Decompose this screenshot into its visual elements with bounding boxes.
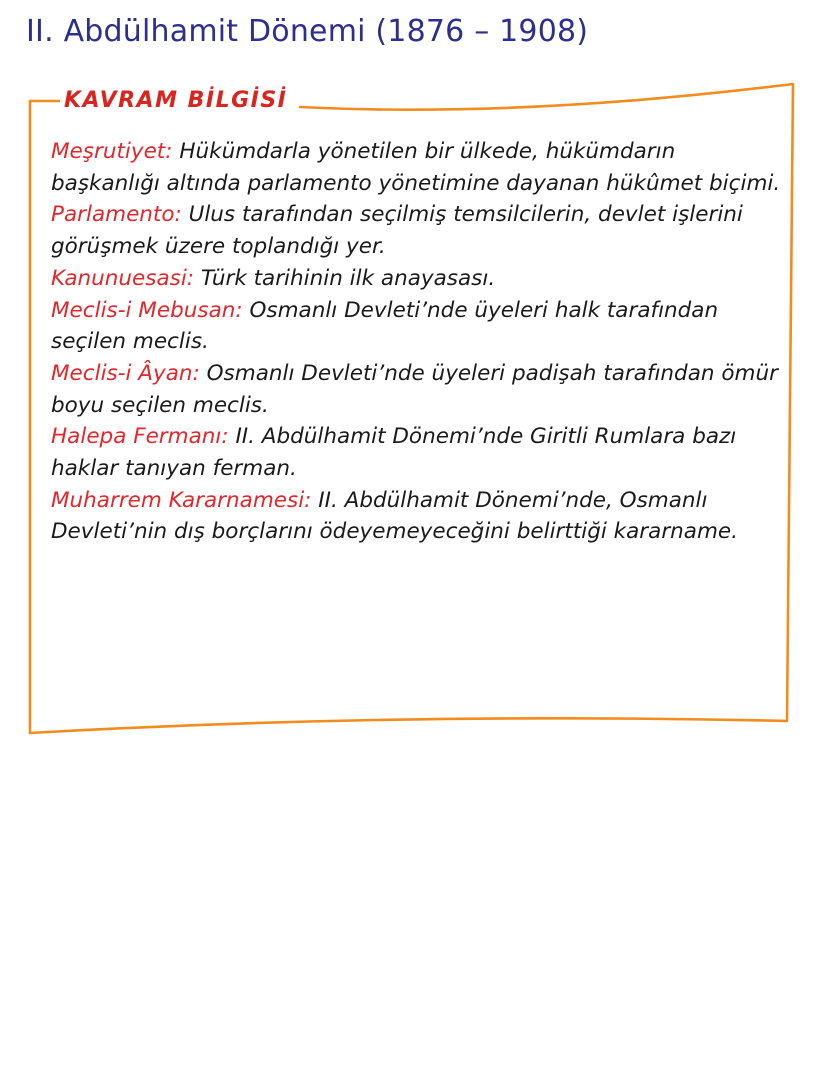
- definition-term: Meclis-i Mebusan:: [51, 297, 243, 323]
- definition-text: Osmanlı Devleti’nde üyeleri padişah tarafından ömür boyu seçilen meclis.: [51, 360, 778, 418]
- definition-term: Kanunuesasi:: [51, 265, 195, 291]
- definition-list: [51, 136, 786, 548]
- definition-kanunuesasi: [51, 263, 786, 295]
- concept-box-heading: KAVRAM BİLGİSİ: [60, 88, 293, 113]
- definition-term: Meclis-i Âyan:: [51, 360, 200, 386]
- definition-text: Hükümdarla yönetilen bir ülkede, hükümdarın başkanlığı altında parlamento yönetimine dayanan hükûmet biçimi.: [51, 139, 781, 196]
- definition-halepa-fermani: [51, 421, 786, 484]
- definition-meclis-i-mebusan: [51, 295, 786, 358]
- definition-text: Ulus tarafından seçilmiş temsilcilerin, devlet işlerini görüşmek üzere toplandığı yer.: [51, 202, 743, 260]
- definition-text: II. Abdülhamit Dönemi’nde Giritli Rumlara bazı haklar tanıyan ferman.: [51, 424, 737, 482]
- page-title: II. Abdülhamit Dönemi (1876 – 1908): [26, 14, 589, 49]
- definition-text: II. Abdülhamit Dönemi’nde, Osmanlı Devleti’nin dış borçlarını ödeyemeyeceğini belirttiği kararname.: [51, 487, 738, 545]
- definition-parlamento: [51, 199, 786, 262]
- definition-mesrutiyet: [51, 136, 786, 199]
- definition-term: Muharrem Kararnamesi:: [51, 487, 312, 513]
- definition-text: Osmanlı Devleti’nde üyeleri halk tarafından seçilen meclis.: [51, 297, 719, 355]
- definition-meclis-i-ayan: [51, 358, 786, 421]
- definition-term: Meşrutiyet:: [51, 139, 173, 164]
- definition-text: Türk tarihinin ilk anayasası.: [194, 265, 496, 291]
- definition-muharrem-kararnamesi: [51, 485, 786, 548]
- definition-term: Halepa Fermanı:: [51, 424, 229, 450]
- definition-term: Parlamento:: [51, 202, 182, 228]
